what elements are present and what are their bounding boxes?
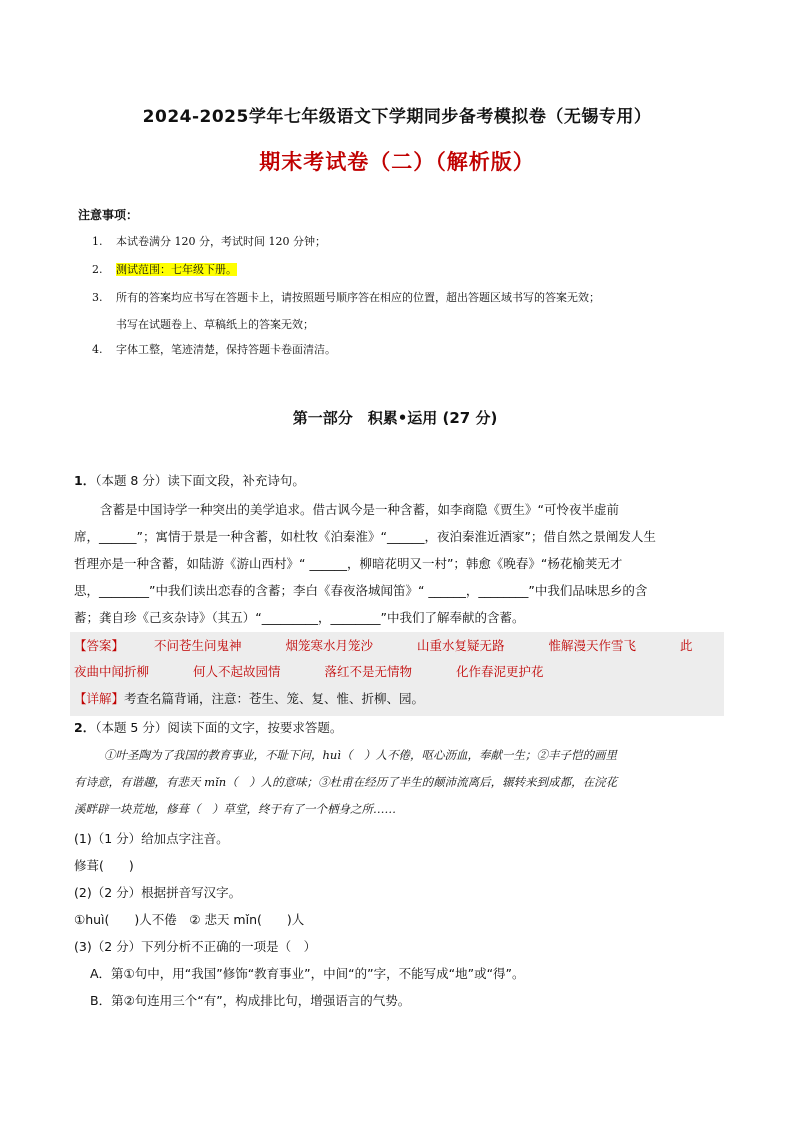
answer-item: 何人不起故园情	[193, 664, 281, 679]
q2-passage-line-3: 溪畔辟一块荒地，修葺（ ）草堂，终于有了一个栖身之所……	[74, 802, 396, 816]
answer-item: 夜曲中闻折柳	[74, 664, 150, 679]
note-num: 4.	[92, 343, 103, 356]
q1-line-4: 思，________”中我们读出恋春的含蓄；李白《春夜洛城闻笛》“ ______，________”中我们品味思乡的含	[74, 583, 648, 598]
answer-item: 此	[680, 638, 693, 653]
answer-item: 不问苍生问鬼神	[154, 638, 242, 653]
q1-line-2: 席，______”；寓情于景是一种含蓄，如杜牧《泊秦淮》“______，夜泊秦淮近酒家”；借自然之景阐发人生	[74, 529, 656, 544]
q1-detail	[74, 689, 424, 707]
part-title: 第一部分 积累•运用 (27 分)	[292, 409, 498, 427]
answer-item: 落红不是无情物	[324, 664, 413, 679]
exam-subtitle: 期末考试卷（二）（解析版）	[259, 150, 535, 174]
q2-sub1-blank: 修葺( )	[74, 858, 134, 873]
note-num: 3.	[92, 291, 103, 304]
q2-stem	[74, 718, 342, 736]
q1-answer-line-2	[74, 662, 544, 680]
exam-title: 2024-2025学年七年级语文下学期同步备考模拟卷（无锡专用）	[142, 107, 652, 127]
detail-label: 【详解】	[74, 691, 125, 706]
detail-text: 考查名篇背诵，注意：苍生、笼、复、惟、折柳、园。	[124, 691, 425, 706]
note-text-highlighted: 测试范围：七年级下册。	[116, 263, 237, 276]
q2-sub1: (1)（1 分）给加点字注音。	[74, 831, 229, 846]
notes-heading: 注意事项：	[78, 208, 139, 222]
q2-number: 2．	[74, 720, 96, 735]
q2-sub2-blank: ①huì( )人不倦 ② 悲天 mǐn( )人	[74, 912, 305, 927]
q2-sub2: (2)（2 分）根据拼音写汉字。	[74, 885, 242, 900]
q1-line-1: 含蓄是中国诗学一种突出的美学追求。借古讽今是一种含蓄，如李商隐《贾生》“可怜夜半虚前	[100, 502, 619, 517]
answer-item: 山重水复疑无路	[417, 638, 505, 653]
answer-item: 化作春泥更护花	[456, 664, 544, 679]
note-num: 2.	[92, 263, 103, 276]
note-item-4	[92, 342, 722, 358]
q1-stem-text: （本题 8 分）读下面文段，补充诗句。	[95, 473, 305, 488]
q1-stem	[74, 471, 305, 489]
q2-passage-line-2: 有诗意，有谐趣，有悲天 mǐn（ ）人的意味；③杜甫在经历了半生的颠沛流离后，辗转来到成都，在浣花	[74, 775, 618, 789]
note-text: 本试卷满分 120 分，考试时间 120 分钟；	[116, 235, 326, 248]
answer-item: 惟解漫天作雪飞	[548, 638, 637, 653]
q1-line-3: 哲理亦是一种含蓄，如陆游《游山西村》“ ______，柳暗花明又一村”；韩愈《晚春》“杨花榆荚无才	[74, 556, 623, 571]
answer-label: 【答案】	[74, 638, 125, 653]
note-item-3-cont: 书写在试题卷上、草稿纸上的答案无效；	[116, 318, 314, 331]
note-text: 所有的答案均应书写在答题卡上，请按照题号顺序答在相应的位置，超出答题区域书写的答案无效；	[116, 291, 600, 304]
note-item-2	[92, 262, 722, 278]
note-text: 字体工整，笔迹清楚，保持答题卡卷面清洁。	[116, 343, 336, 356]
q2-stem-text: （本题 5 分）阅读下面的文字，按要求答题。	[95, 720, 343, 735]
q2-option-b: B．第②句连用三个“有”，构成排比句，增强语言的气势。	[90, 993, 411, 1008]
note-item-3	[92, 290, 722, 306]
note-num: 1.	[92, 235, 103, 248]
answer-item: 烟笼寒水月笼沙	[285, 638, 374, 653]
q1-line-5: 蓄；龚自珍《己亥杂诗》（其五）“_________，________”中我们了解奉献的含蓄。	[74, 610, 525, 625]
q1-number: 1．	[74, 473, 96, 488]
note-item-1	[92, 234, 722, 250]
q2-passage-line-1: ①叶圣陶为了我国的教育事业，不耻下问，huì（ ）人不倦，呕心沥血，奉献一生；②丰子恺的画里	[104, 748, 617, 762]
q1-answer-line-1	[74, 636, 693, 654]
q2-sub3: (3)（2 分）下列分析不正确的一项是（ ）	[74, 939, 317, 954]
q2-option-a: A．第①句中，用“我国”修饰“教育事业”，中间“的”字，不能写成“地”或“得”。	[90, 966, 525, 981]
